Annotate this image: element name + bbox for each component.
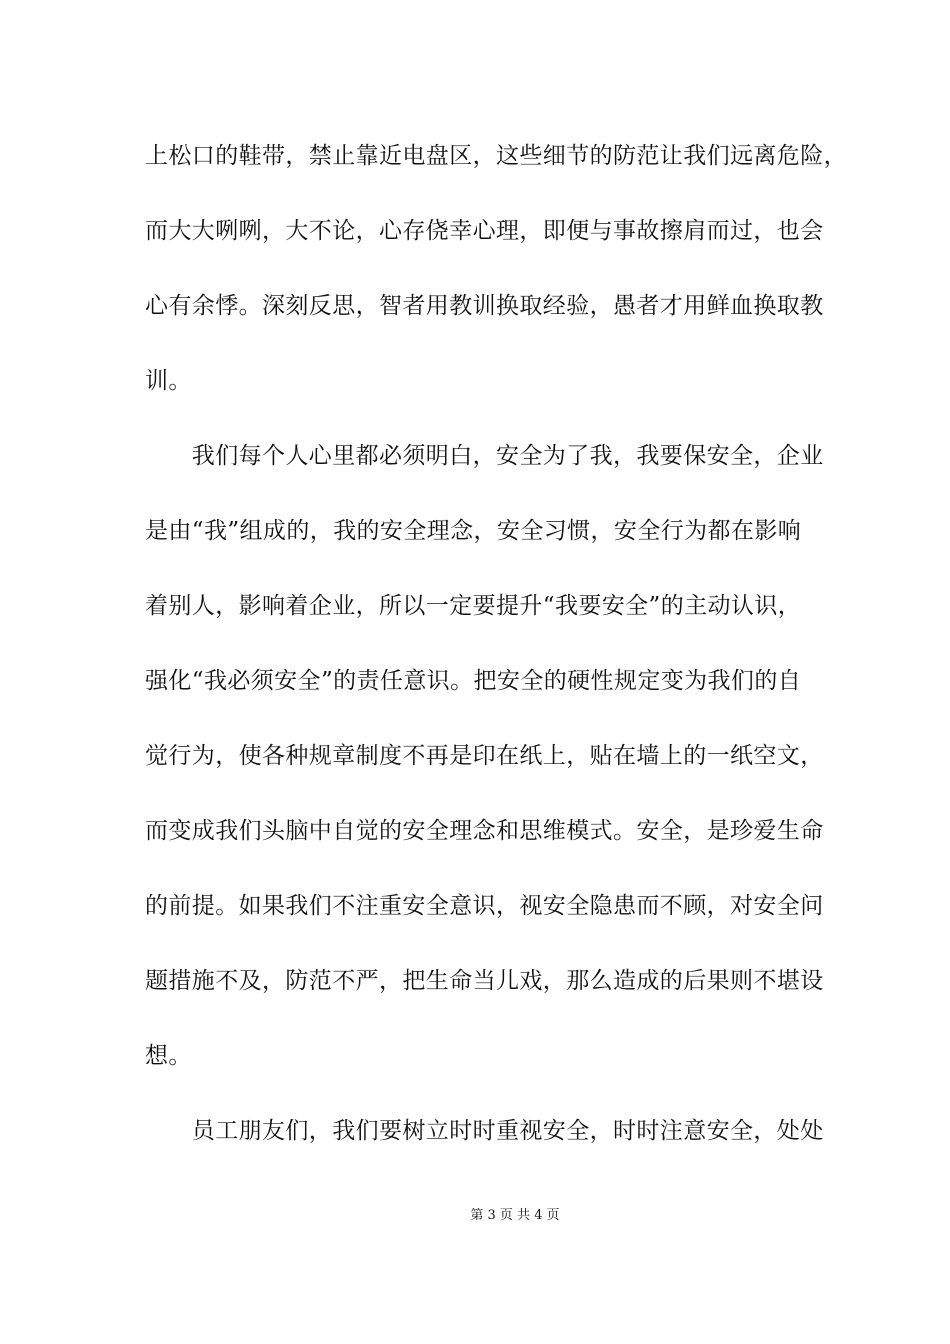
page-footer: 第 3 页 共 4 页	[470, 1208, 560, 1223]
text-line-12: 题措施不及，防范不严，把生命当儿戏，那么造成的后果则不堪设	[145, 968, 824, 994]
text-line-11: 的前提。如果我们不注重安全意识，视安全隐患而不顾，对安全问	[145, 893, 824, 919]
text-line-4: 训。	[145, 368, 192, 394]
text-line-13: 想。	[145, 1043, 192, 1069]
text-line-10: 而变成我们头脑中自觉的安全理念和思维模式。安全，是珍爱生命	[145, 818, 824, 844]
text-line-3: 心有余悸。深刻反思，智者用教训换取经验，愚者才用鲜血换取教	[145, 293, 824, 319]
text-line-1: 上松口的鞋带，禁止靠近电盘区，这些细节的防范让我们远离危险，	[145, 143, 847, 169]
text-line-14: 员工朋友们，我们要树立时时重视安全，时时注意安全，处处	[145, 1118, 824, 1144]
text-line-7: 着别人，影响着企业，所以一定要提升“我要安全”的主动认识，	[145, 593, 802, 619]
text-line-2: 而大大咧咧，大不论，心存侥幸心理，即便与事故擦肩而过，也会	[145, 218, 824, 244]
text-line-8: 强化“我必须安全”的责任意识。把安全的硬性规定变为我们的自	[145, 668, 802, 694]
text-line-9: 觉行为，使各种规章制度不再是印在纸上，贴在墙上的一纸空文，	[145, 743, 824, 769]
text-line-6: 是由“我”组成的，我的安全理念，安全习惯，安全行为都在影响	[145, 518, 802, 544]
text-line-5: 我们每个人心里都必须明白，安全为了我，我要保安全，企业	[145, 443, 824, 469]
